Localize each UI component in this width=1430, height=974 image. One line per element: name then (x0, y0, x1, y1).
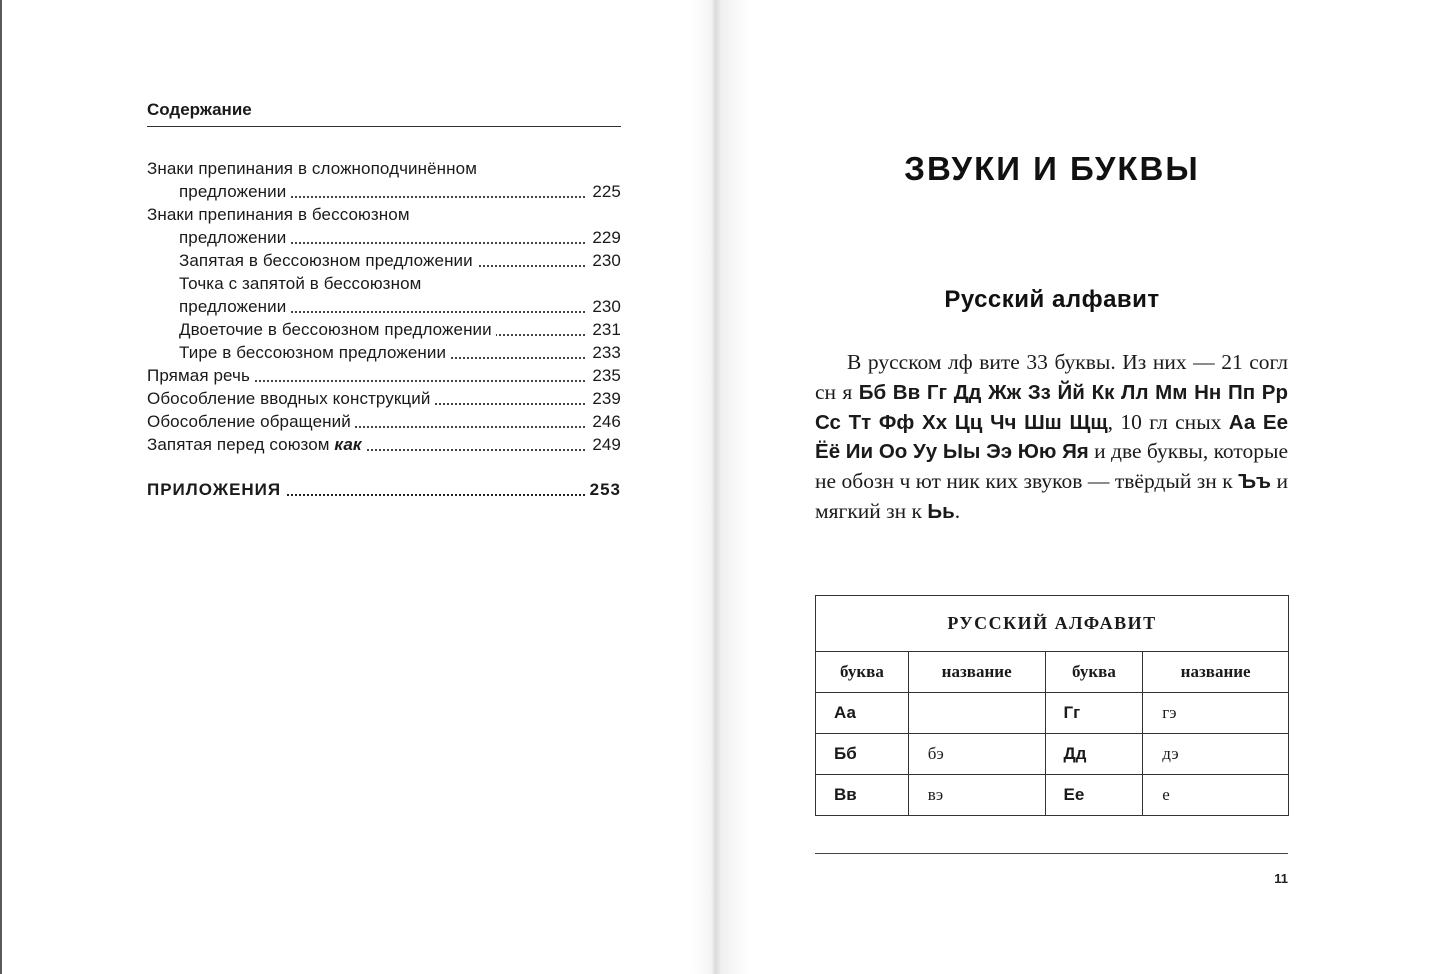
toc-page-number: 229 (587, 226, 621, 249)
toc-entry[interactable] (147, 226, 621, 249)
table-row (816, 734, 1289, 775)
toc-entry[interactable] (147, 364, 621, 387)
toc-page-number: 231 (587, 318, 621, 341)
column-header: название (1143, 652, 1289, 693)
toc-heading: Содержание (147, 100, 621, 127)
toc-page-number: 249 (587, 433, 621, 456)
toc-page-number: 233 (587, 341, 621, 364)
toc-entry-text: предложении (179, 228, 290, 247)
letter-cell: Бб (816, 734, 909, 775)
toc-entry-keyword: как (334, 435, 362, 454)
consonant-letters: Бб Вв Гг Дд Жж Зз Йй Кк Лл Мм Нн Пп Рр Сс Тт Фф Хх Цц Чч Шш Щщ (815, 380, 1288, 434)
letter-name-cell: гэ (1143, 693, 1289, 734)
table-caption-row (816, 596, 1289, 652)
column-header: название (908, 652, 1045, 693)
toc-entry[interactable] (147, 410, 621, 433)
toc-entry[interactable] (147, 387, 621, 410)
toc-page-number: 246 (587, 410, 621, 433)
paragraph-text: и мягкий зн к (815, 469, 1288, 523)
toc-page-number: 239 (587, 387, 621, 410)
soft-sign-letter: Ьь (927, 499, 955, 523)
toc-entry-text: Знаки препинания в бессоюзном (147, 205, 414, 224)
page-number: 11 (1274, 871, 1288, 886)
toc-entry[interactable] (147, 318, 621, 341)
hard-sign-letter: Ъъ (1238, 470, 1271, 494)
table-caption: РУССКИЙ АЛФАВИТ (816, 596, 1289, 652)
body-paragraph (815, 348, 1288, 527)
letter-cell: Ее (1045, 775, 1143, 816)
table-row (816, 693, 1289, 734)
toc-page-number: 225 (587, 180, 621, 203)
letter-name-cell: е (1143, 775, 1289, 816)
column-header: буква (1045, 652, 1143, 693)
letter-name-cell: бэ (908, 734, 1045, 775)
table-of-contents (147, 100, 621, 501)
toc-entry[interactable] (147, 157, 621, 180)
alphabet-table (815, 595, 1289, 816)
letter-name-cell: дэ (1143, 734, 1289, 775)
letter-name-cell: вэ (908, 775, 1045, 816)
paragraph-text: В русском лф вите 33 буквы. Из них — 21 согл сн я (815, 350, 1288, 404)
chapter-title: ЗВУКИ И БУКВЫ (904, 150, 1200, 187)
toc-entry[interactable] (147, 341, 621, 364)
toc-list (147, 157, 621, 501)
letter-name-cell (908, 693, 1045, 734)
toc-entry-text: Точка с запятой в бессоюзном (179, 274, 425, 293)
toc-entry-text: Запятая перед союзом (147, 435, 330, 454)
column-header: буква (816, 652, 909, 693)
toc-entry-text: Прямая речь (147, 366, 254, 385)
toc-entry[interactable] (147, 272, 621, 295)
toc-entry-text: Тире в бессоюзном предложении (179, 343, 450, 362)
letter-cell: Аа (816, 693, 909, 734)
toc-entry[interactable] (147, 249, 621, 272)
letter-cell: Гг (1045, 693, 1143, 734)
toc-entry-text: Двоеточие в бессоюзном предложении (179, 320, 496, 339)
toc-entry-text: Обособление обращений (147, 412, 355, 431)
toc-entry[interactable] (147, 203, 621, 226)
letter-cell: Дд (1045, 734, 1143, 775)
footer-rule (815, 853, 1288, 854)
letter-cell: Вв (816, 775, 909, 816)
toc-entry[interactable] (147, 295, 621, 318)
book-gutter (690, 0, 750, 974)
toc-entry-text: Знаки препинания в сложноподчинённом (147, 159, 481, 178)
table-header-row (816, 652, 1289, 693)
table-row (816, 775, 1289, 816)
toc-entry-text: предложении (179, 182, 290, 201)
toc-entry[interactable] (147, 433, 621, 456)
toc-page-number: 230 (587, 249, 621, 272)
paragraph-text: и две буквы, которые не обозн ч ют ник ких звуков — твёрдый зн к (815, 439, 1289, 494)
toc-entry-text: Обособление вводных конструкций (147, 389, 434, 408)
toc-page-number: 230 (587, 295, 621, 318)
toc-appendix-page: 253 (585, 478, 621, 501)
toc-appendix-text: ПРИЛОЖЕНИЯ (147, 480, 285, 499)
toc-entry[interactable] (147, 180, 621, 203)
section-title: Русский алфавит (944, 286, 1160, 313)
paragraph-text: . (954, 498, 961, 523)
toc-entry-text-wrap (147, 435, 366, 454)
toc-page-number: 235 (587, 364, 621, 387)
toc-entry-text: предложении (179, 297, 290, 316)
vowel-letters: Аа Ее Ёё Ии Оо Уу Ыы Ээ Юю Яя (815, 410, 1288, 464)
paragraph-text: , 10 гл сных (1107, 409, 1229, 434)
toc-entry-text: Запятая в бессоюзном предложении (179, 251, 477, 270)
toc-entry-appendix[interactable] (147, 478, 621, 501)
